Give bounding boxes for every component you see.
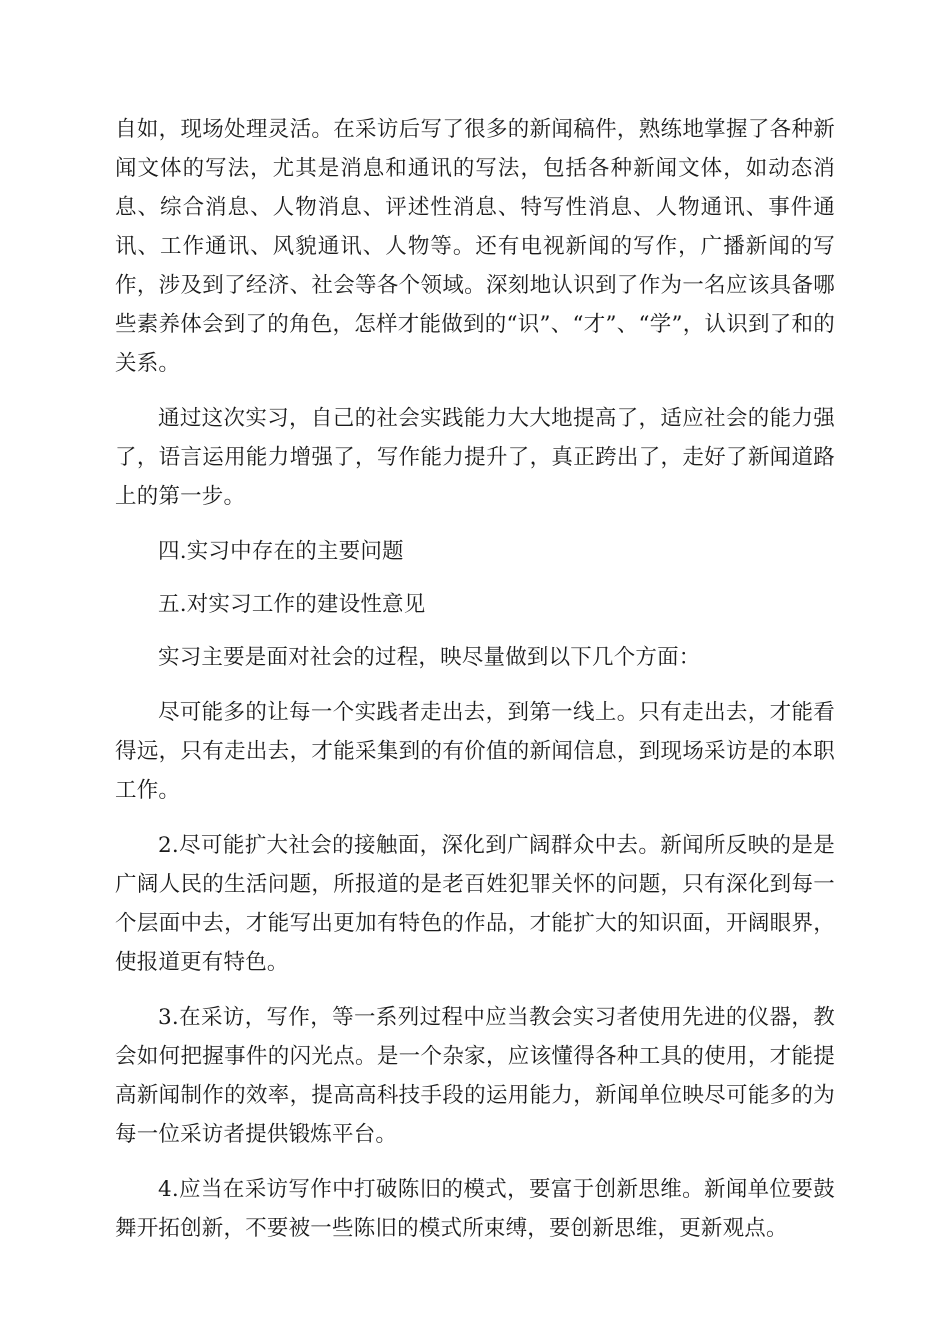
paragraph-intro: 实习主要是面对社会的过程，映尽量做到以下几个方面： (158, 645, 701, 670)
document-body (115, 110, 835, 1264)
section-heading-suggestions: 五.对实习工作的建设性意见 (158, 592, 426, 617)
paragraph-point-1: 尽可能多的让每一个实践者走出去，到第一线上。只有走出去，才能看得远，只有走出去，才能采集到的有价值的新闻信息，到现场采访是的本职工作。 (115, 700, 835, 803)
section-heading-problems: 四.实习中存在的主要问题 (158, 539, 404, 564)
paragraph-summary: 通过这次实习，自己的社会实践能力大大地提高了，适应社会的能力强了，语言运用能力增强了，写作能力提升了，真正跨出了，走好了新闻道路上的第一步。 (115, 406, 835, 509)
paragraph-continuation: 自如，现场处理灵活。在采访后写了很多的新闻稿件，熟练地掌握了各种新闻文体的写法，尤其是消息和通讯的写法，包括各种新闻文体，如动态消息、综合消息、人物消息、评述性消息、特写性消息、人物通讯、事件通讯、工作通讯、风貌通讯、人物等。还有电视新闻的写作，广播新闻的写作，涉及到了经济、社会等各个领域。深刻地认识到了作为一名应该具备哪些素养体会到了的角色，怎样才能做到的“识”、“才”、“学”，认识到了和的关系。 (115, 117, 835, 376)
paragraph-point-2: 2.尽可能扩大社会的接触面，深化到广阔群众中去。新闻所反映的是是广阔人民的生活问题，所报道的是老百姓犯罪关怀的问题，只有深化到每一个层面中去，才能写出更加有特色的作品，才能扩大的知识面，开阔眼界，使报道更有特色。 (115, 833, 835, 975)
paragraph-point-3: 3.在采访，写作，等一系列过程中应当教会实习者使用先进的仪器，教会如何把握事件的闪光点。是一个杂家，应该懂得各种工具的使用，才能提高新闻制作的效率，提高高科技手段的运用能力，新闻单位映尽可能多的为每一位采访者提供锻炼平台。 (115, 1005, 835, 1147)
paragraph-point-4: 4.应当在采访写作中打破陈旧的模式，要富于创新思维。新闻单位要鼓舞开拓创新，不要被一些陈旧的模式所束缚，要创新思维，更新观点。 (115, 1177, 835, 1241)
